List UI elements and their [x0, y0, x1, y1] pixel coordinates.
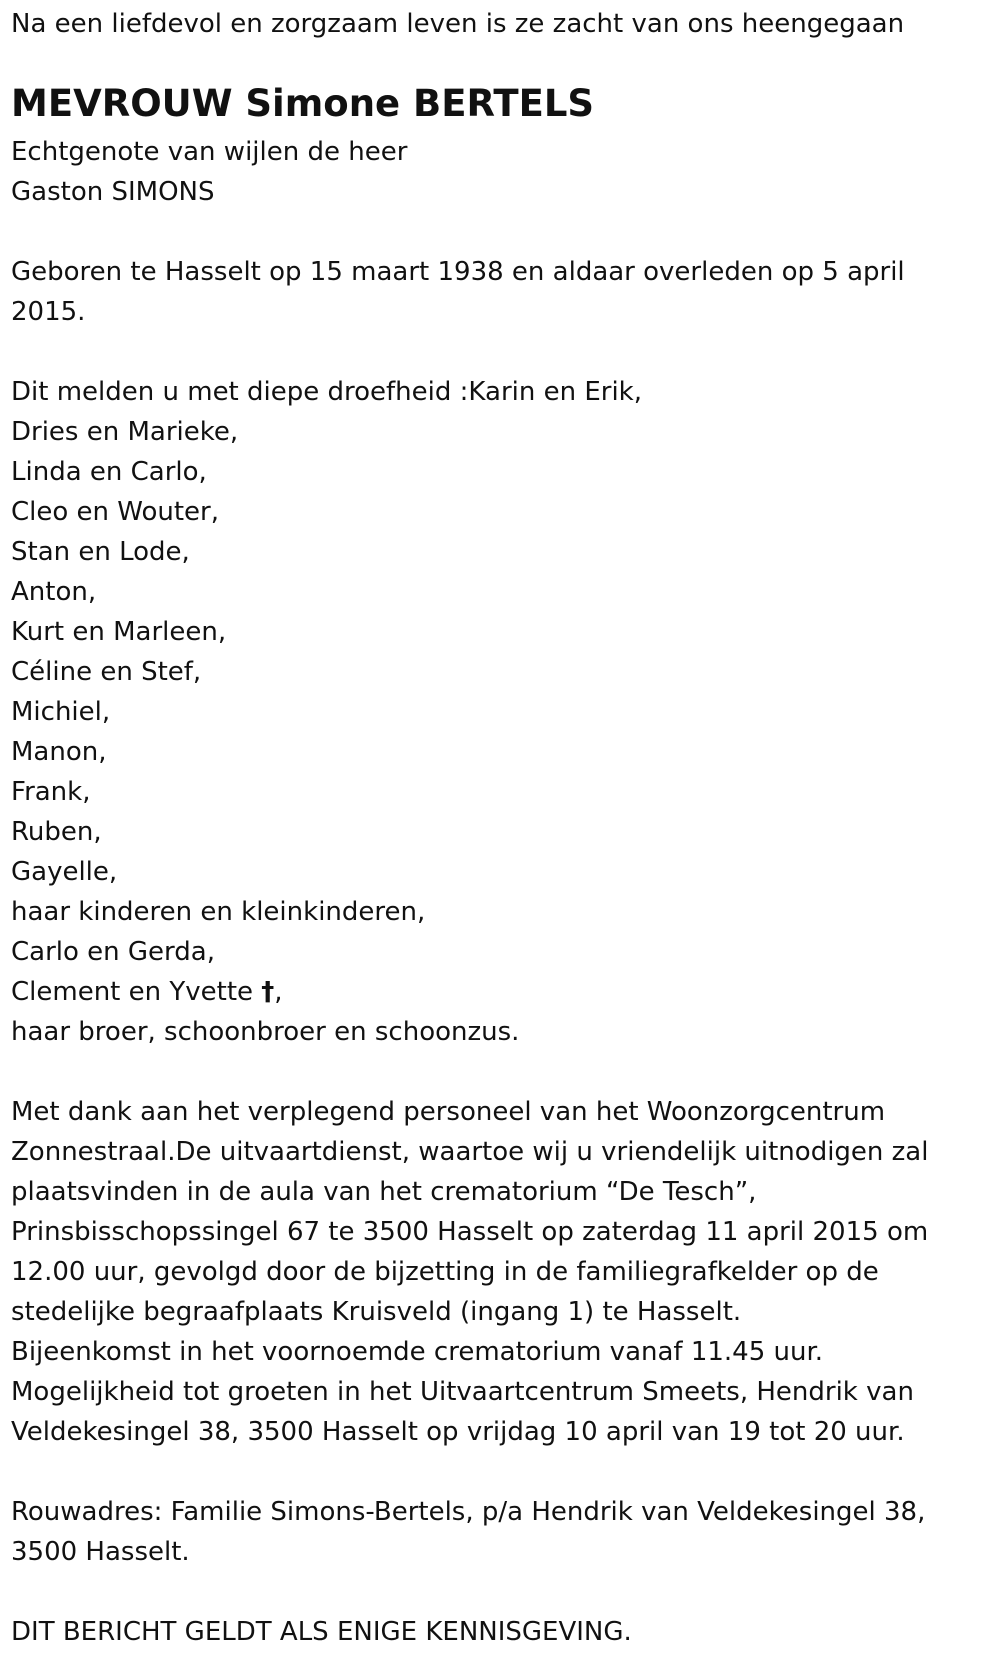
family-line: Gayelle,: [11, 857, 118, 887]
family-line: Linda en Carlo,: [11, 457, 207, 487]
family-last-line: haar broer, schoonbroer en schoonzus.: [11, 1017, 520, 1047]
spacer: [11, 332, 1000, 372]
family-line: Anton,: [11, 577, 97, 607]
family-line-clement: [11, 972, 1000, 1012]
ceremony-line: Veldekesingel 38, 3500 Hasselt op vrijdag 10 april van 19 tot 20 uur.: [11, 1417, 905, 1447]
family-line: Ruben,: [11, 817, 102, 847]
birth-line-1: Geboren te Hasselt op 15 maart 1938 en aldaar overleden op 5 april: [11, 257, 905, 287]
spacer: [11, 1052, 1000, 1092]
cross-icon: †: [261, 977, 275, 1007]
family-line: Céline en Stef,: [11, 657, 202, 687]
spacer: [11, 212, 1000, 252]
family-line: Cleo en Wouter,: [11, 497, 219, 527]
birth-line-2: 2015.: [11, 297, 86, 327]
family-line: haar kinderen en kleinkinderen,: [11, 897, 426, 927]
family-line: Michiel,: [11, 697, 111, 727]
family-line: Dries en Marieke,: [11, 417, 239, 447]
address-line-1: Rouwadres: Familie Simons-Bertels, p/a Hendrik van Veldekesingel 38,: [11, 1497, 926, 1527]
ceremony-line: stedelijke begraafplaats Kruisveld (ingang 1) te Hasselt.: [11, 1297, 742, 1327]
family-line: Frank,: [11, 777, 91, 807]
family-line: Carlo en Gerda,: [11, 937, 215, 967]
ceremony-line: Mogelijkheid tot groeten in het Uitvaartcentrum Smeets, Hendrik van: [11, 1377, 914, 1407]
ceremony-line: 12.00 uur, gevolgd door de bijzetting in de familiegrafkelder op de: [11, 1257, 879, 1287]
family-line: Manon,: [11, 737, 107, 767]
family-first-line: Dit melden u met diepe droefheid :Karin en Erik,: [11, 377, 642, 407]
intro-text: Na een liefdevol en zorgzaam leven is ze zacht van ons heengegaan: [11, 9, 905, 39]
spouse-line-2: Gaston SIMONS: [11, 177, 215, 207]
notice-text: DIT BERICHT GELDT ALS ENIGE KENNISGEVING.: [11, 1617, 632, 1647]
ceremony-line: Prinsbisschopssingel 67 te 3500 Hasselt op zaterdag 11 april 2015 om: [11, 1217, 929, 1247]
spacer: [11, 1572, 1000, 1612]
family-line: Stan en Lode,: [11, 537, 190, 567]
clement-text: Clement en Yvette: [11, 977, 262, 1007]
spouse-line-1: Echtgenote van wijlen de heer: [11, 137, 408, 167]
deceased-name: MEVROUW Simone BERTELS: [11, 82, 595, 125]
clement-suffix: ,: [274, 977, 283, 1007]
ceremony-line: Met dank aan het verplegend personeel van het Woonzorgcentrum: [11, 1097, 886, 1127]
spacer: [11, 1452, 1000, 1492]
ceremony-line: Zonnestraal.De uitvaartdienst, waartoe wij u vriendelijk uitnodigen zal: [11, 1137, 929, 1167]
ceremony-line: plaatsvinden in de aula van het crematorium “De Tesch”,: [11, 1177, 757, 1207]
address-line-2: 3500 Hasselt.: [11, 1537, 190, 1567]
ceremony-line: Bijeenkomst in het voornoemde crematorium vanaf 11.45 uur.: [11, 1337, 824, 1367]
family-line: Kurt en Marleen,: [11, 617, 227, 647]
